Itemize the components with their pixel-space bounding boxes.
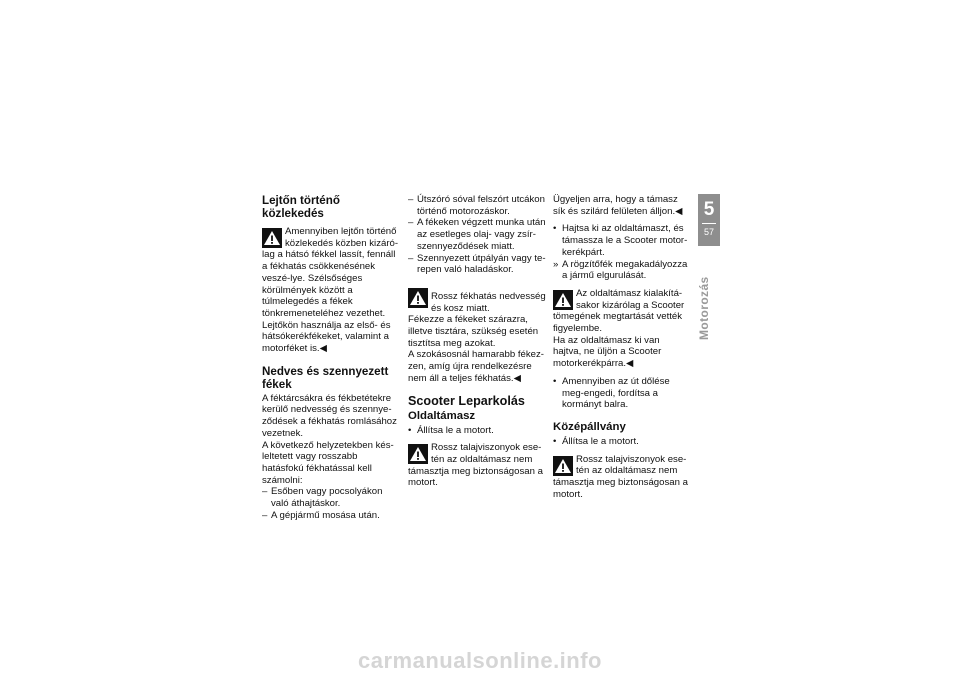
warning-icon [408, 288, 428, 308]
section-heading-parking: Scooter Leparkolás [408, 393, 525, 408]
warning-icon [553, 290, 573, 310]
bullet-marker: • [553, 435, 557, 447]
warning-block [408, 442, 546, 489]
warning-icon [408, 444, 428, 464]
warning-block [553, 288, 690, 335]
paragraph: Ügyeljen arra, hogy a támasz sík és szilárd felületen álljon.◀ [553, 194, 683, 217]
dash-list [408, 194, 546, 276]
bullet-list [553, 376, 690, 411]
divider [702, 223, 716, 224]
paragraph: A következő helyzetekben kés-leltetett vagy rosszabb hatásfokú fékhatással kell számolni: [262, 439, 394, 486]
bullet-marker: • [408, 424, 412, 436]
subheading-side-stand: Oldaltámasz [408, 409, 476, 422]
paragraph: Ha az oldaltámasz ki van hajtva, ne üljön a Scooter motorkerékpárra.◀ [553, 334, 662, 370]
subheading-center-stand: Középállvány [553, 420, 626, 433]
list-item: • Hajtsa ki az oldaltámaszt, és támassza le a Scooter motor-kerékpárt. [553, 223, 688, 258]
warning-text: Rossz talajviszonyok ese-tén az oldaltámasz nem támasztja meg biztonságosan a motort. [553, 453, 688, 500]
chapter-tab [698, 194, 720, 246]
bullet-list [553, 223, 690, 282]
bullet-marker: • [553, 223, 557, 235]
warning-icon [553, 456, 573, 476]
list-item: • Amennyiben az út dőlése meg-engedi, fordítsa a kormányt balra. [553, 375, 670, 411]
page-number: 57 [703, 227, 714, 237]
dash-marker: – [262, 486, 268, 498]
paragraph: A szokásosnál hamarabb fékez-zen, amíg újra rendelkezésre nem áll a teljes fékhatás.◀ [408, 349, 544, 384]
dash-marker: – [408, 217, 414, 229]
column-1 [262, 194, 400, 521]
warning-text: Rossz talajviszonyok ese-tén az oldaltámasz nem támasztja meg biztonságosan a motort. [408, 442, 543, 489]
warning-block [408, 286, 546, 314]
warning-icon [262, 228, 282, 248]
warning-text: Amennyiben lejtőn történő közlekedés közben kizáró-lag a hátsó fékkel lassít, fennáll a fékhatás csökkenésének veszé-lye. Szélsőséges körülmények között a túlmelegedés a fékek tönkremeneteléhez vezethet. Lejtőkön használja az első- és hátsókerékfékeket, valamint a motorféket is.◀ [262, 226, 399, 355]
chapter-number: 5 [703, 199, 715, 220]
list-item: » A rögzítőfék megakadályozza a jármű elgurulását. [553, 258, 688, 282]
warning-text: Rossz fékhatás nedvesség és kosz miatt. [431, 290, 546, 314]
dash-marker: – [408, 194, 414, 205]
list-item: – A fékeken végzett munka után az esetleges olaj- vagy zsír-szennyeződések miatt. [408, 217, 546, 252]
paragraph: Fékezze a fékeket szárazra, illetve tisztára, szükség esetén tisztítsa meg azokat. [408, 314, 539, 349]
section-heading-slope: Lejtőn történő közlekedés [262, 194, 340, 220]
column-3 [553, 194, 690, 500]
warning-block [262, 226, 400, 355]
watermark: carmanualsonline.info [358, 648, 602, 673]
section-heading-wet-brakes: Nedves és szennyezett fékek [262, 364, 389, 391]
list-item: – Esőben vagy pocsolyákon való áthajtáskor. [262, 486, 383, 510]
warning-block [553, 454, 690, 501]
list-item: • Állítsa le a motort. [408, 424, 494, 436]
list-item: • Állítsa le a motort. [553, 435, 639, 447]
paragraph: A féktárcsákra és fékbetétekre kerülő nedvesség és szennye-ződések a fékhatás romlásához vezetnek. [262, 392, 397, 439]
column-2 [408, 194, 546, 489]
bullet-list [553, 436, 690, 448]
bullet-marker: • [553, 375, 557, 387]
dash-marker: – [408, 252, 414, 264]
dash-list [262, 486, 400, 521]
warning-text: Az oldaltámasz kialakítá-sakor kizárólag a Scooter tömegének megtartását vették figyelembe. [553, 287, 685, 335]
result-marker: » [553, 258, 559, 270]
list-item: – A gépjármű mosása után. [262, 509, 380, 521]
list-item: – Szennyezett útpályán vagy te-repen való haladáskor. [408, 252, 546, 276]
bullet-list [408, 425, 546, 437]
chapter-side-label: Motorozás [697, 276, 711, 340]
list-item: – Útszóró sóval felszórt utcákon történő motorozáskor. [408, 194, 545, 217]
dash-marker: – [262, 509, 268, 521]
